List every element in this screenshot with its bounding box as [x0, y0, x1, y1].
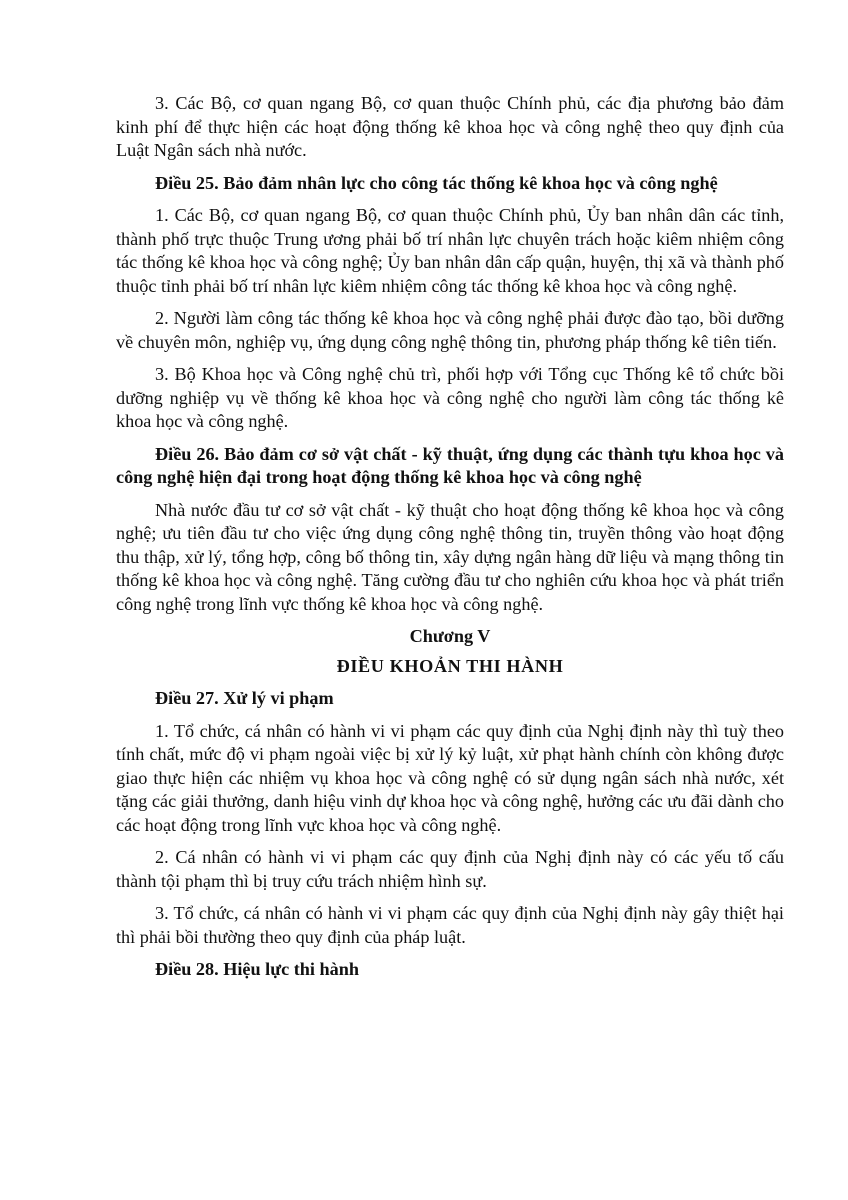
article-25-heading: Điều 25. Bảo đảm nhân lực cho công tác thống kê khoa học và công nghệ [155, 172, 718, 193]
document-page [116, 92, 784, 991]
paragraph-article-25-clause-2: 2. Người làm công tác thống kê khoa học và công nghệ phải được đào tạo, bồi dưỡng về chuyên môn, nghiệp vụ, ứng dụng công nghệ thông tin, phương pháp thống kê tiên tiến. [116, 308, 784, 352]
chapter-title: ĐIỀU KHOẢN THI HÀNH [336, 655, 564, 676]
paragraph-article-27-clause-3: 3. Tổ chức, cá nhân có hành vi vi phạm các quy định của Nghị định này gây thiệt hại thì phải bồi thường theo quy định của pháp luật. [116, 903, 784, 947]
paragraph-article-26: Nhà nước đầu tư cơ sở vật chất - kỹ thuật cho hoạt động thống kê khoa học và công nghệ; ưu tiên đầu tư cho việc ứng dụng công nghệ thông tin, truyền thông vào hoạt động thu thập, xử lý, tổng hợp, công bố thông tin, xây dựng ngân hàng dữ liệu và mạng thông tin thống kê khoa học và công nghệ. Tăng cường đầu tư cho nghiên cứu khoa học và phát triển công nghệ trong lĩnh vực thống kê khoa học và công nghệ. [116, 499, 784, 614]
paragraph-article-24-clause-3: 3. Các Bộ, cơ quan ngang Bộ, cơ quan thuộc Chính phủ, các địa phương bảo đảm kinh phí để thực hiện các hoạt động thống kê khoa học và công nghệ theo quy định của Luật Ngân sách nhà nước. [116, 93, 784, 160]
article-28-heading: Điều 28. Hiệu lực thi hành [155, 959, 359, 979]
paragraph-article-27-clause-1: 1. Tổ chức, cá nhân có hành vi vi phạm các quy định của Nghị định này thì tuỳ theo tính chất, mức độ vi phạm ngoài việc bị xử lý kỷ luật, xử phạt hành chính còn không được giao thực hiện các nhiệm vụ khoa học và công nghệ có sử dụng ngân sách nhà nước, xét tặng các giải thưởng, danh hiệu vinh dự khoa học và công nghệ, hưởng các ưu đãi dành cho các hoạt động trong lĩnh vực khoa học và công nghệ. [116, 720, 784, 835]
paragraph-article-27-clause-2: 2. Cá nhân có hành vi vi phạm các quy định của Nghị định này có các yếu tố cấu thành tội phạm thì bị truy cứu trách nhiệm hình sự. [116, 847, 784, 891]
paragraph-article-25-clause-3: 3. Bộ Khoa học và Công nghệ chủ trì, phối hợp với Tổng cục Thống kê tổ chức bồi dưỡng nghiệp vụ về thống kê khoa học và công nghệ cho người làm công tác thống kê khoa học và công nghệ. [116, 364, 784, 431]
chapter-label: Chương V [409, 626, 491, 646]
article-27-heading: Điều 27. Xử lý vi phạm [155, 688, 334, 708]
article-26-heading: Điều 26. Bảo đảm cơ sở vật chất - kỹ thuật, ứng dụng các thành tựu khoa học và công nghệ hiện đại trong hoạt động thống kê khoa học và công nghệ [116, 443, 784, 487]
paragraph-article-25-clause-1: 1. Các Bộ, cơ quan ngang Bộ, cơ quan thuộc Chính phủ, Ủy ban nhân dân các tỉnh, thành phố trực thuộc Trung ương phải bố trí nhân lực chuyên trách hoặc kiêm nhiệm công tác thống kê khoa học và công nghệ; Ủy ban nhân dân cấp quận, huyện, thị xã và thành phố thuộc tỉnh phải bố trí nhân lực kiêm nhiệm công tác thống kê khoa học và công nghệ. [116, 205, 784, 296]
